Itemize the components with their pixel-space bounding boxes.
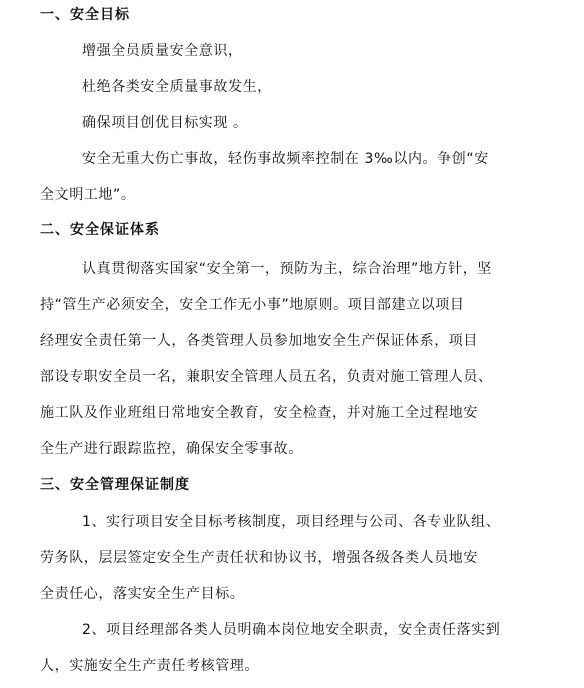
- section-heading-1: 一、安全目标: [40, 7, 130, 23]
- section-heading-3: 三、安全管理保证制度: [40, 477, 190, 493]
- paragraph-line: 人，实施安全生产责任考核管理。: [40, 658, 259, 674]
- paragraph-line: 2、项目经理部各类人员明确本岗位地安全职责，安全责任落实到: [82, 622, 501, 638]
- paragraph-line: 杜绝各类安全质量事故发生，: [82, 79, 272, 95]
- paragraph-line: 确保项目创优目标实现 。: [82, 115, 248, 131]
- paragraph-line: 安全无重大伤亡事故，轻伤事故频率控制在 3‰以内。争创“安: [82, 151, 489, 167]
- paragraph-line: 经理安全责任第一人，各类管理人员参加地安全生产保证体系，项目: [40, 333, 478, 349]
- paragraph-line: 1、实行项目安全目标考核制度，项目经理与公司、各专业队组、: [82, 514, 501, 530]
- paragraph-line: 部设专职安全员一名，兼职安全管理人员五名，负责对施工管理人员、: [40, 369, 493, 385]
- paragraph-line: 施工队及作业班组日常地安全教育，安全检查，并对施工全过程地安: [40, 405, 478, 421]
- paragraph-line: 全生产进行跟踪监控，确保安全零事故。: [40, 441, 303, 457]
- section-heading-2: 二、安全保证体系: [40, 222, 160, 238]
- paragraph-line: 全责任心，落实安全生产目标。: [40, 586, 245, 602]
- paragraph-line: 劳务队，层层签定安全生产责任状和协议书，增强各级各类人员地安: [40, 550, 478, 566]
- paragraph-line: 认真贯彻落实国家“安全第一，预防为主，综合治理”地方针，坚: [82, 261, 492, 277]
- paragraph-line: 持“管生产必须安全，安全工作无小事”地原则。项目部建立以项目: [40, 297, 465, 313]
- paragraph-line: 增强全员质量安全意识，: [82, 43, 243, 59]
- paragraph-line: 全文明工地”。: [40, 187, 136, 203]
